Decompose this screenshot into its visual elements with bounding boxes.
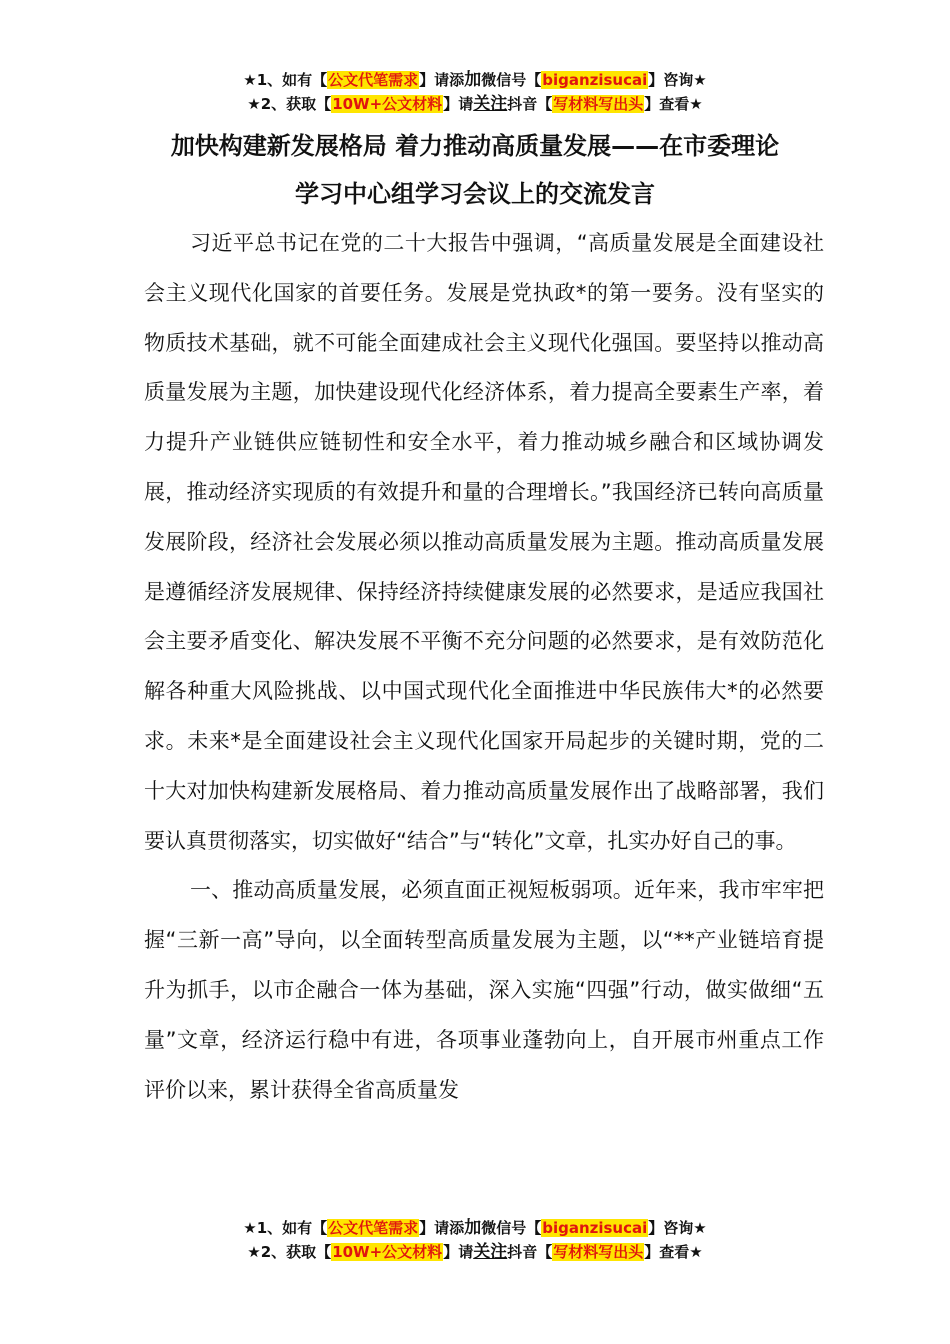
notice-line-1 bbox=[0, 1216, 950, 1240]
notice-text: 】咨询★ bbox=[648, 1219, 707, 1237]
notice-text: ★1、如有【 bbox=[243, 71, 328, 89]
body-paragraph: 习近平总书记在党的二十大报告中强调，“高质量发展是全面建设社会主义现代化国家的首要任务。发展是党执政*的第一要务。没有坚实的物质技术基础，就不可能全面建成社会主义现代化强国。要坚持以推动高质量发展为主题，加快建设现代化经济体系，着力提高全要素生产率，着力提升产业链供应链韧性和安全水平，着力推动城乡融合和区域协调发展，推动经济实现质的有效提升和量的合理增长。”我国经济已转向高质量发展阶段，经济社会发展必须以推动高质量发展为主题。推动高质量发展是遵循经济发展规律、保持经济持续健康发展的必然要求，是适应我国社会主要矛盾变化、解决发展不平衡不充分问题的必然要求，是有效防范化解各种重大风险挑战、以中国式现代化全面推进中华民族伟大*的必然要求。未来*是全面建设社会主义现代化国家开局起步的关键时期，党的二十大对加快构建新发展格局、着力推动高质量发展作出了战略部署，我们要认真贯彻落实，切实做好“结合”与“转化”文章，扎实办好自己的事。 bbox=[144, 231, 824, 853]
notice-text: 关注 bbox=[473, 94, 508, 114]
highlight-wechat-id: biganzisucai bbox=[542, 1219, 648, 1237]
highlight-materials: 10W+公文材料 bbox=[332, 95, 443, 113]
notice-text: 微信号【 bbox=[481, 1219, 542, 1237]
notice-text: ★2、获取【 bbox=[247, 1243, 332, 1261]
notice-text: 关注 bbox=[473, 1242, 508, 1262]
notice-text: ★1、如有【 bbox=[243, 1219, 328, 1237]
footer-notice-banner bbox=[0, 1216, 950, 1264]
notice-text: 】咨询★ bbox=[648, 71, 707, 89]
highlight-wechat-id: biganzisucai bbox=[542, 71, 648, 89]
notice-text: 加 bbox=[464, 70, 482, 90]
notice-text: 加 bbox=[464, 1218, 482, 1238]
highlight-service: 公文代笔需求 bbox=[328, 1219, 419, 1237]
notice-line-2 bbox=[0, 1240, 950, 1264]
document-title-line-1: 加快构建新发展格局 着力推动高质量发展——在市委理论 bbox=[170, 132, 780, 160]
body-paragraph: 一、推动高质量发展，必须直面正视短板弱项。近年来，我市牢牢把握“三新一高”导向，以全面转型高质量发展为主题，以“**产业链培育提升为抓手，以市企融合一体为基础，深入实施“四强”行动，做实做细“五量”文章，经济运行稳中有进，各项事业蓬勃向上，自开展市州重点工作评价以来，累计获得全省高质量发 bbox=[144, 878, 824, 1102]
notice-text: ★2、获取【 bbox=[247, 95, 332, 113]
notice-line-1 bbox=[0, 68, 950, 92]
notice-text: 】请 bbox=[443, 1243, 474, 1261]
notice-text: 抖音【 bbox=[507, 1243, 553, 1261]
notice-text: 】查看★ bbox=[644, 95, 703, 113]
notice-text: 微信号【 bbox=[481, 71, 542, 89]
notice-text: 】请添 bbox=[419, 71, 465, 89]
header-notice-banner bbox=[0, 68, 950, 116]
highlight-account: 写材料写出头 bbox=[553, 95, 644, 113]
highlight-materials: 10W+公文材料 bbox=[332, 1243, 443, 1261]
document-title-line-2: 学习中心组学习会议上的交流发言 bbox=[295, 180, 655, 208]
document-body bbox=[144, 219, 824, 1115]
notice-line-2 bbox=[0, 92, 950, 116]
notice-text: 】请 bbox=[443, 95, 474, 113]
highlight-account: 写材料写出头 bbox=[553, 1243, 644, 1261]
highlight-service: 公文代笔需求 bbox=[328, 71, 419, 89]
notice-text: 】查看★ bbox=[644, 1243, 703, 1261]
notice-text: 抖音【 bbox=[507, 95, 553, 113]
notice-text: 】请添 bbox=[419, 1219, 465, 1237]
